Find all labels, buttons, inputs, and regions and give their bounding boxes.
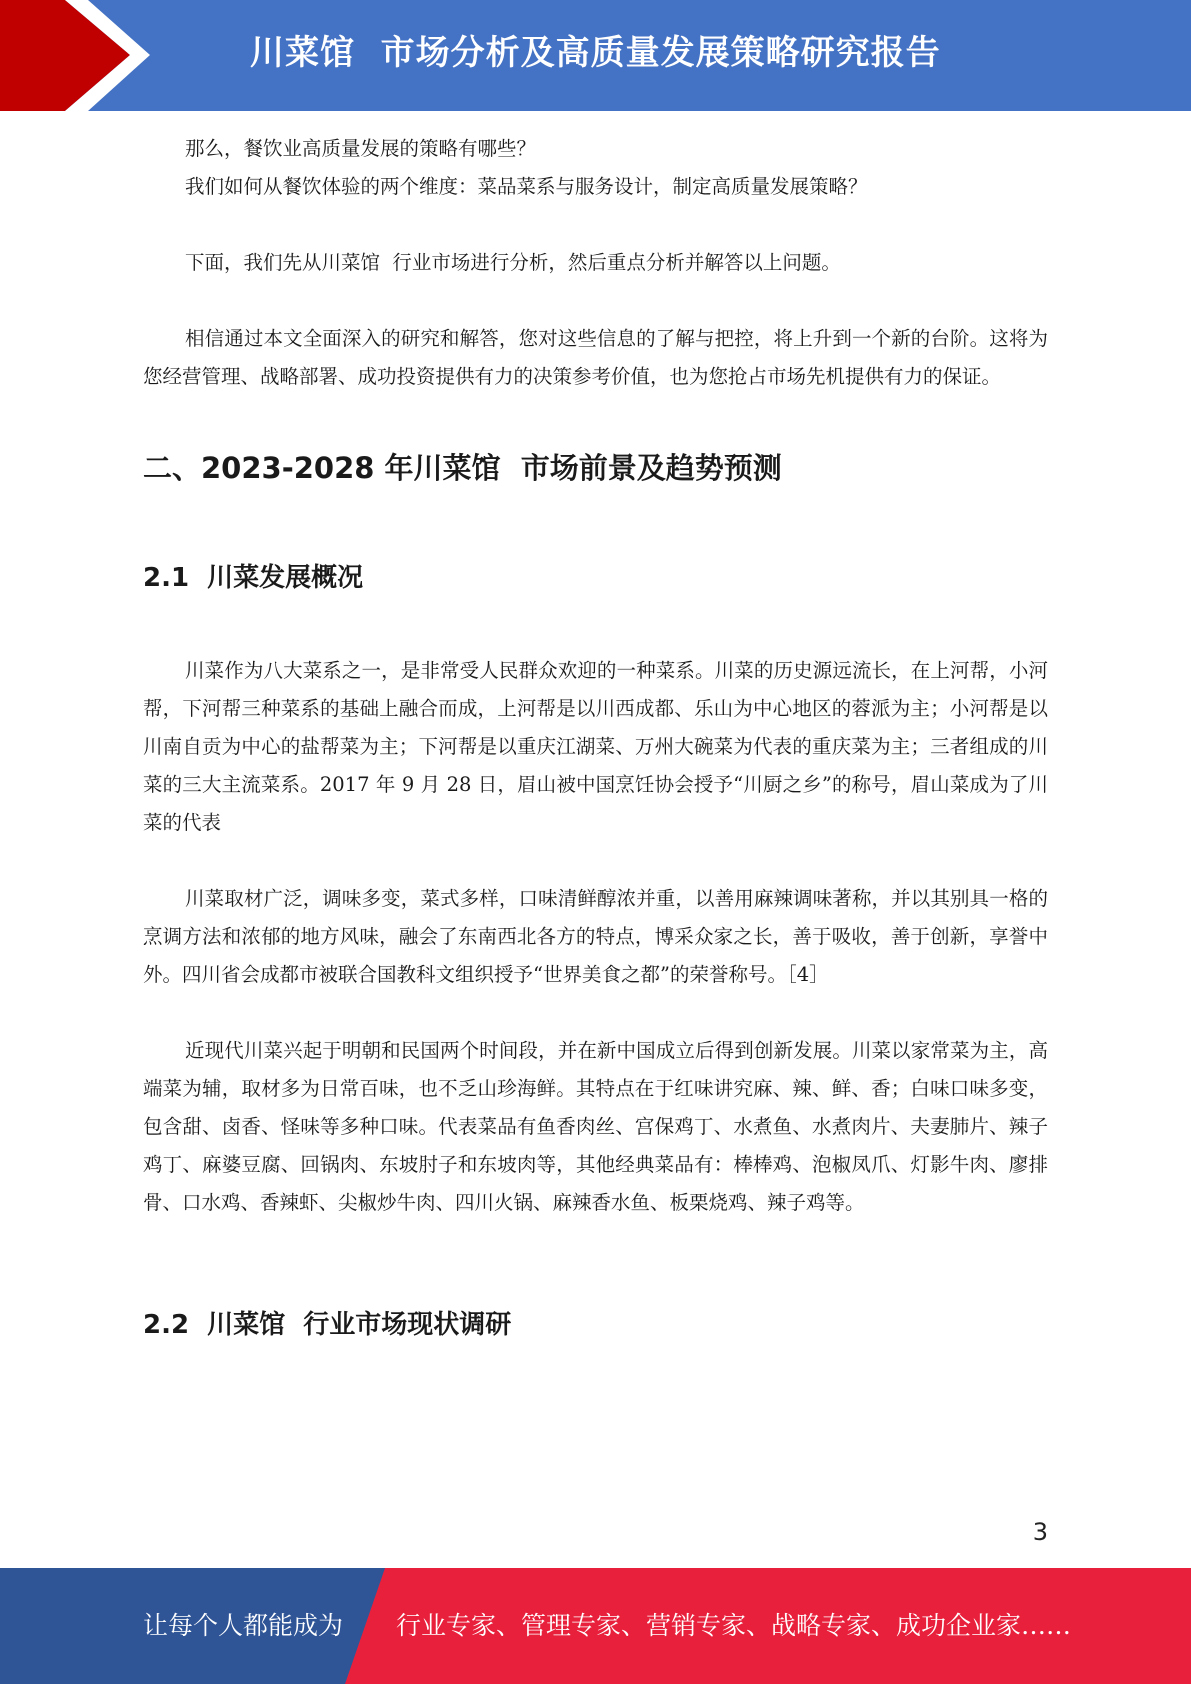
intro-paragraph-1: 下面，我们先从川菜馆 行业市场进行分析，然后重点分析并解答以上问题。 — [185, 251, 841, 274]
document-body — [143, 130, 1048, 1341]
subsection-heading-2-1: 2.1 川菜发展概况 — [143, 563, 364, 593]
intro-question-2: 我们如何从餐饮体验的两个维度：菜品菜系与服务设计，制定高质量发展策略？ — [185, 175, 868, 198]
body-paragraph-3: 近现代川菜兴起于明朝和民国两个时间段，并在新中国成立后得到创新发展。川菜以家常菜为主，高端菜为辅，取材多为日常百味，也不乏山珍海鲜。其特点在于红味讲究麻、辣、鲜、香；白味口味多变，包含甜、卤香、怪味等多种口味。代表菜品有鱼香肉丝、宫保鸡丁、水煮鱼、水煮肉片、夫妻肺片、辣子鸡丁、麻婆豆腐、回锅肉、东坡肘子和东坡肉等，其他经典菜品有：棒棒鸡、泡椒凤爪、灯影牛肉、廖排骨、口水鸡、香辣虾、尖椒炒牛肉、四川火锅、麻辣香水鱼、板栗烧鸡、辣子鸡等。 — [143, 1039, 1048, 1214]
footer-slogan-right: 行业专家、管理专家、营销专家、战略专家、成功企业家…… — [396, 1611, 1072, 1640]
section-heading: 二、2023-2028 年川菜馆 市场前景及趋势预测 — [143, 451, 782, 485]
subsection-heading-2-2: 2.2 川菜馆 行业市场现状调研 — [143, 1310, 512, 1340]
footer-banner — [0, 1568, 1191, 1684]
red-chevron-decoration — [0, 0, 150, 111]
body-paragraph-2: 川菜取材广泛，调味多变，菜式多样，口味清鲜醇浓并重，以善用麻辣调味著称，并以其别具一格的烹调方法和浓郁的地方风味，融会了东南西北各方的特点，博采众家之长，善于吸收，善于创新，享誉中外。四川省会成都市被联合国教科文组织授予“世界美食之都”的荣誉称号。［4］ — [143, 887, 1048, 986]
intro-paragraph-2: 相信通过本文全面深入的研究和解答，您对这些信息的了解与把控，将上升到一个新的台阶。这将为您经营管理、战略部署、成功投资提供有力的决策参考价值，也为您抢占市场先机提供有力的保证。 — [143, 327, 1048, 388]
body-paragraph-1: 川菜作为八大菜系之一，是非常受人民群众欢迎的一种菜系。川菜的历史源远流长，在上河帮，小河帮，下河帮三种菜系的基础上融合而成，上河帮是以川西成都、乐山为中心地区的蓉派为主；小河帮是以川南自贡为中心的盐帮菜为主；下河帮是以重庆江湖菜、万州大碗菜为代表的重庆菜为主；三者组成的川菜的三大主流菜系。2017 年 9 月 28 日，眉山被中国烹饪协会授予“川厨之乡”的称号，眉山菜成为了川菜的代表 — [143, 659, 1048, 834]
header-banner — [0, 0, 1191, 111]
page-number: 3 — [1032, 1518, 1048, 1546]
intro-question-1: 那么，餐饮业高质量发展的策略有哪些？ — [185, 137, 537, 160]
report-title: 川菜馆 市场分析及高质量发展策略研究报告 — [250, 33, 941, 73]
footer-slogan-left: 让每个人都能成为 — [143, 1611, 344, 1640]
